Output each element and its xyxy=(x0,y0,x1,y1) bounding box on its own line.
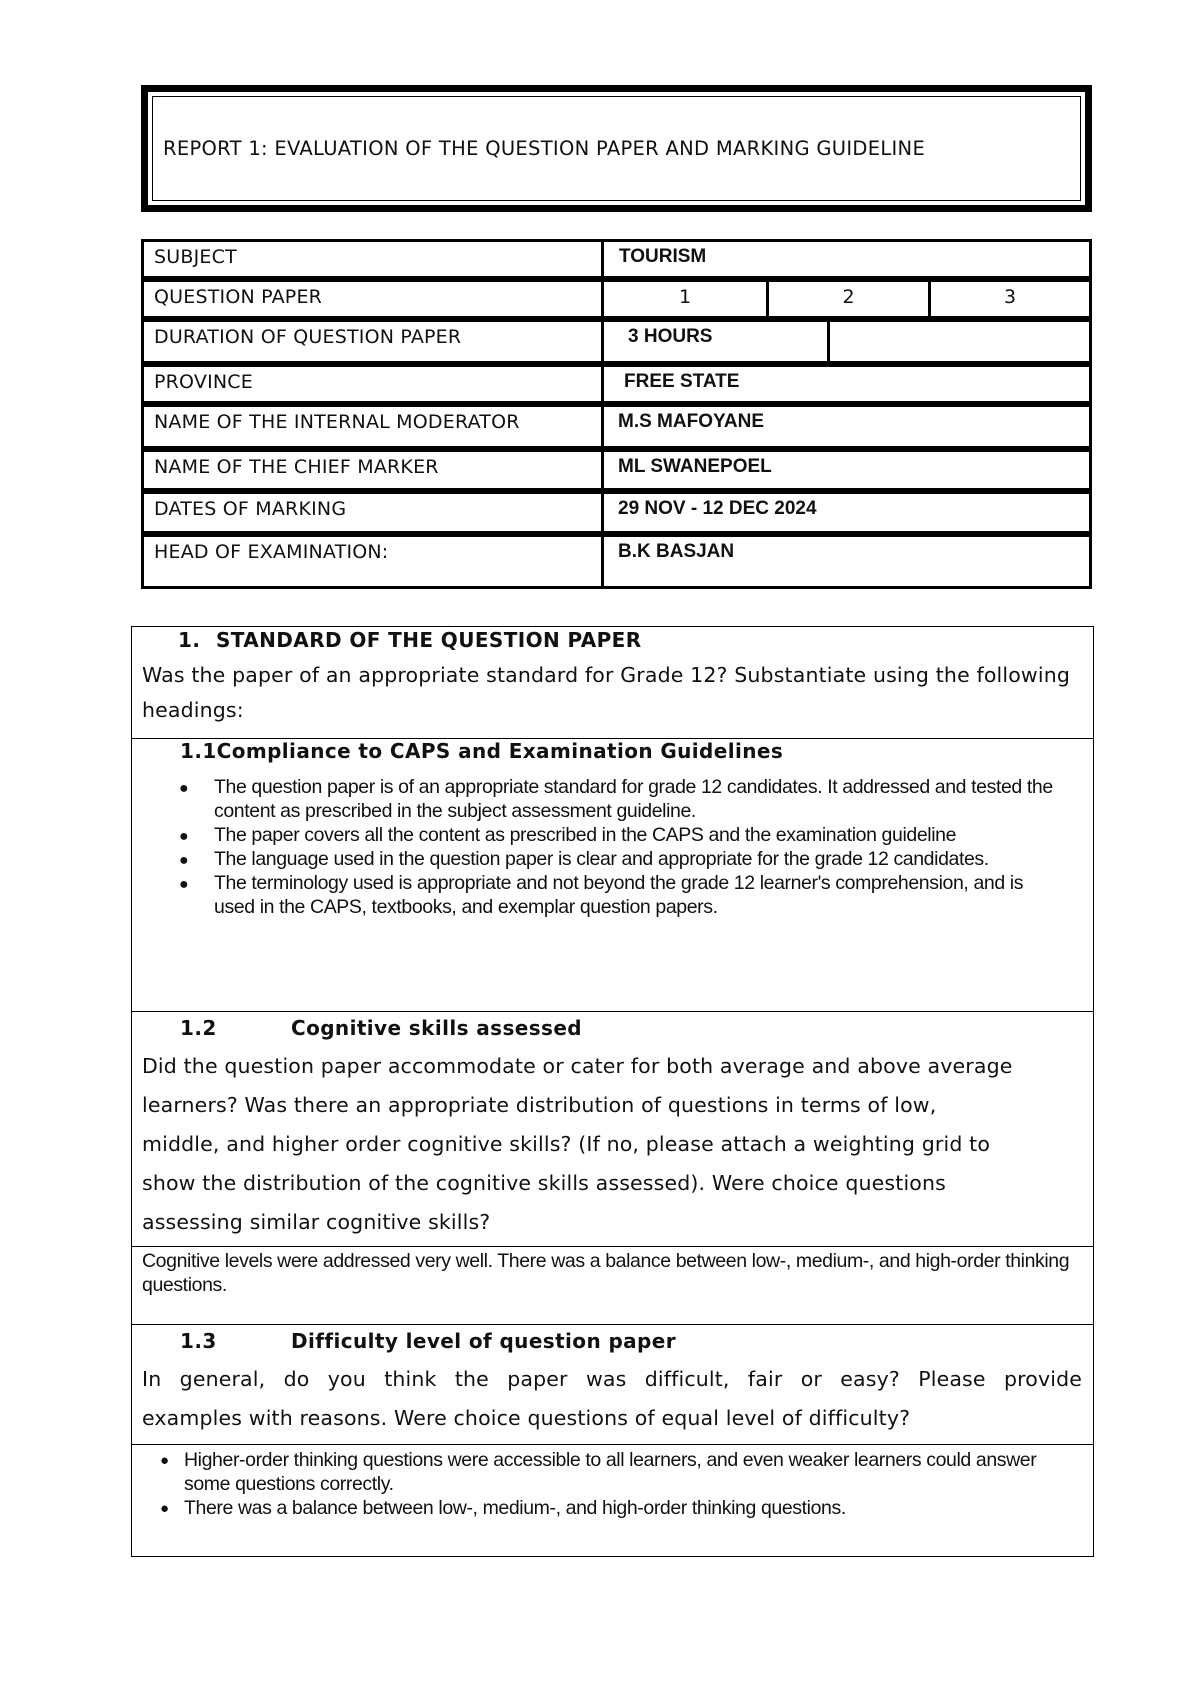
bullet-icon: ● xyxy=(160,1452,169,1469)
list-item xyxy=(174,775,1054,823)
dates-value: 29 NOV - 12 DEC 2024 xyxy=(618,498,817,519)
province-value-cell xyxy=(601,364,1092,404)
paper-option-3-label: 3 xyxy=(1003,286,1017,308)
section-1-2-number: 1.2 xyxy=(180,1016,217,1040)
chief-marker-value: ML SWANEPOEL xyxy=(618,456,772,477)
subject-label-cell xyxy=(141,239,604,279)
bullet-icon: ● xyxy=(179,852,189,869)
province-label: PROVINCE xyxy=(154,371,253,393)
section-1-1-bullet-list xyxy=(174,775,1054,919)
bullet-text: The paper covers all the content as prescribed in the CAPS and the examination guideline xyxy=(214,824,957,846)
list-item xyxy=(174,847,1054,871)
duration-label: DURATION OF QUESTION PAPER xyxy=(154,326,462,348)
section-1-3-bullet-list xyxy=(158,1448,1068,1520)
section-1-3-question-line-2: examples with reasons. Were choice questions of equal level of difficulty? xyxy=(142,1406,911,1430)
bullet-text: The language used in the question paper is clear and appropriate for the grade 12 candidates. xyxy=(214,848,989,870)
head-label: HEAD OF EXAMINATION: xyxy=(154,541,389,563)
bullet-text: There was a balance between low-, medium-, and high-order thinking questions. xyxy=(184,1497,846,1519)
section-1-2-question-line: middle, and higher order cognitive skills? (If no, please attach a weighting grid to xyxy=(142,1132,991,1156)
bullet-icon: ● xyxy=(160,1500,169,1517)
moderator-value: M.S MAFOYANE xyxy=(618,411,765,432)
list-item xyxy=(174,823,1054,847)
duration-empty-cell xyxy=(827,319,1092,364)
report-title-box xyxy=(141,85,1092,212)
subject-value: TOURISM xyxy=(619,246,707,267)
bullet-text: The terminology used is appropriate and not beyond the grade 12 learner's comprehension, and is used in the CAPS, textbooks, and exemplar question papers. xyxy=(214,872,1024,918)
duration-value-cell xyxy=(601,319,830,364)
dates-value-cell xyxy=(601,491,1092,534)
chief-marker-value-cell xyxy=(601,449,1092,491)
section-1-3-answer-box xyxy=(131,1444,1094,1557)
section-1-3-heading: Difficulty level of question paper xyxy=(291,1329,677,1353)
section-1-3-box xyxy=(131,1324,1094,1444)
dates-label: DATES OF MARKING xyxy=(154,498,347,520)
province-value: FREE STATE xyxy=(624,371,740,392)
subject-value-cell xyxy=(601,239,1092,279)
section-1-2-answer: Cognitive levels were addressed very well. There was a balance between low-, medium-, and high-order thinking questions. xyxy=(142,1250,1070,1296)
paper-option-2 xyxy=(766,279,931,319)
section-1-2-answer-box xyxy=(131,1246,1094,1324)
subject-label: SUBJECT xyxy=(154,246,237,268)
duration-value: 3 HOURS xyxy=(628,326,713,347)
section-1-2-question-line: show the distribution of the cognitive skills assessed). Were choice questions xyxy=(142,1171,946,1195)
province-label-cell xyxy=(141,364,604,404)
list-item xyxy=(158,1496,1068,1520)
section-1-heading: STANDARD OF THE QUESTION PAPER xyxy=(216,628,642,652)
section-1-3-number: 1.3 xyxy=(180,1329,217,1353)
paper-label: QUESTION PAPER xyxy=(154,286,323,308)
section-1-2-question-line: learners? Was there an appropriate distribution of questions in terms of low, xyxy=(142,1093,937,1117)
head-value: B.K BASJAN xyxy=(618,541,735,562)
head-value-cell xyxy=(601,534,1092,589)
section-1-3-question-line-1: In general, do you think the paper was difficult, fair or easy? Please provide xyxy=(142,1367,1082,1391)
section-1-2-heading: Cognitive skills assessed xyxy=(291,1016,583,1040)
moderator-label-cell xyxy=(141,404,604,449)
paper-option-2-label: 2 xyxy=(842,286,855,308)
bullet-icon: ● xyxy=(179,828,189,845)
bullet-text: Higher-order thinking questions were accessible to all learners, and even weaker learners could answer some questions correctly. xyxy=(184,1449,1037,1495)
dates-label-cell xyxy=(141,491,604,534)
head-label-cell xyxy=(141,534,604,589)
bullet-icon: ● xyxy=(179,780,189,797)
section-1-2-question-line: assessing similar cognitive skills? xyxy=(142,1210,491,1234)
section-1-1-box xyxy=(131,738,1094,1011)
moderator-value-cell xyxy=(601,404,1092,449)
section-1-1-heading: 1.1Compliance to CAPS and Examination Guidelines xyxy=(180,739,784,763)
paper-option-1 xyxy=(601,279,769,319)
list-item xyxy=(158,1448,1068,1496)
paper-option-3 xyxy=(928,279,1092,319)
moderator-label: NAME OF THE INTERNAL MODERATOR xyxy=(154,411,520,433)
chief-marker-label-cell xyxy=(141,449,604,491)
bullet-icon: ● xyxy=(179,876,189,893)
paper-option-1-label: 1 xyxy=(678,286,692,308)
list-item xyxy=(174,871,1054,919)
section-1-question-line-2: headings: xyxy=(142,698,244,722)
section-1-2-box xyxy=(131,1011,1094,1246)
bullet-text: The question paper is of an appropriate standard for grade 12 candidates. It addressed and tested the content as prescribed in the subject assessment guideline. xyxy=(214,776,1053,822)
chief-marker-label: NAME OF THE CHIEF MARKER xyxy=(154,456,439,478)
section-1-box xyxy=(131,626,1094,738)
section-1-question-line-1: Was the paper of an appropriate standard for Grade 12? Substantiate using the following xyxy=(142,663,1071,687)
section-1-2-question-line: Did the question paper accommodate or cater for both average and above average xyxy=(142,1054,1013,1078)
report-title: REPORT 1: EVALUATION OF THE QUESTION PAPER AND MARKING GUIDELINE xyxy=(163,137,926,160)
duration-label-cell xyxy=(141,319,604,364)
paper-label-cell xyxy=(141,279,604,319)
section-1-number: 1. xyxy=(178,628,201,652)
